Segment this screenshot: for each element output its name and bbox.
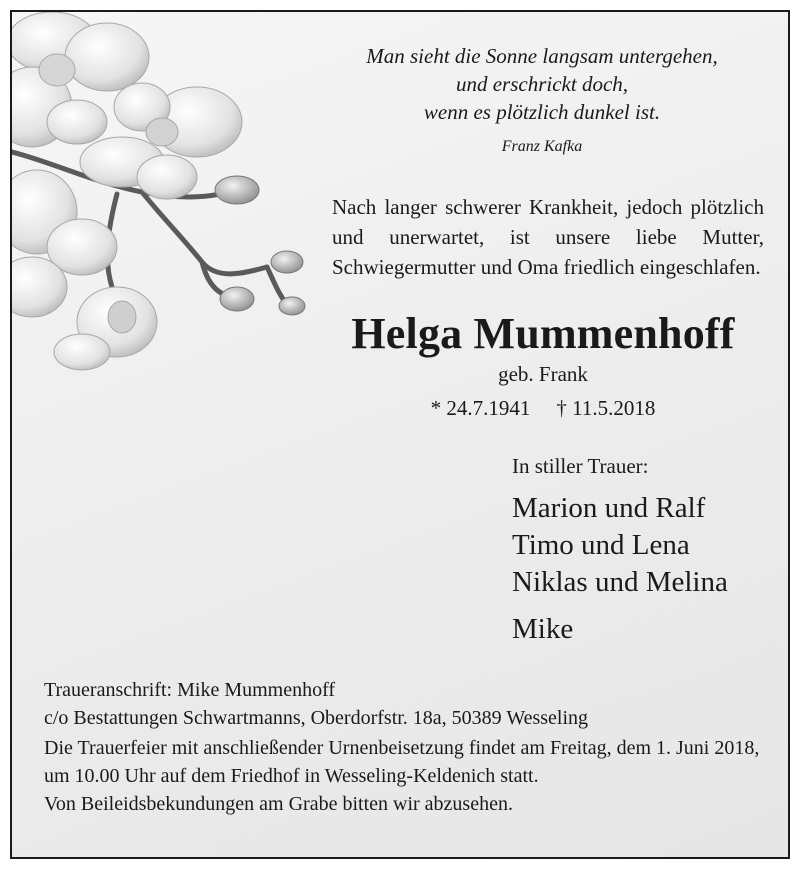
mourner-name: Marion und Ralf [512,492,706,524]
address-line: c/o Bestattungen Schwartmanns, Oberdorfstr. 18a, 50389 Wesseling [44,707,589,729]
quote-line: wenn es plötzlich dunkel ist. [423,100,661,124]
death-date: † 11.5.2018 [556,396,656,420]
mourner-name: Mike [512,613,574,645]
obituary-card [10,10,790,859]
quote-line: und erschrickt doch, [455,72,629,96]
address-line: Traueranschrift: Mike Mummenhoff [44,679,336,701]
mourners-list [512,490,728,648]
mourner-name: Timo und Lena [512,529,690,561]
mourners-label: In stiller Trauer: [512,454,649,478]
birth-name: geb. Frank [498,362,588,386]
quote [312,42,772,156]
mourner-name: Niklas und Melina [512,566,728,598]
footer-info [44,676,764,818]
ceremony-text: Die Trauerfeier mit anschließender Urnenbeisetzung findet am Freitag, dem 1. Juni 2018, um 10.00 Uhr auf dem Friedhof in Wesseling-Keldenich statt. [44,737,760,787]
orchid-branch-icon [12,12,332,372]
birth-date: * 24.7.1941 [430,396,531,420]
quote-line: Man sieht die Sonne langsam untergehen, [366,44,718,68]
quote-author: Franz Kafka [501,138,583,155]
condolences-text: Von Beileidsbekundungen am Grabe bitten wir abzusehen. [44,793,513,815]
deceased-name: Helga Mummenhoff [351,309,735,358]
life-dates [312,396,774,421]
intro-text: Nach langer schwerer Krankheit, jedoch plötzlich und unerwartet, ist unsere liebe Mutter, Schwiegermutter und Oma friedlich eingeschlafen. [332,195,764,279]
